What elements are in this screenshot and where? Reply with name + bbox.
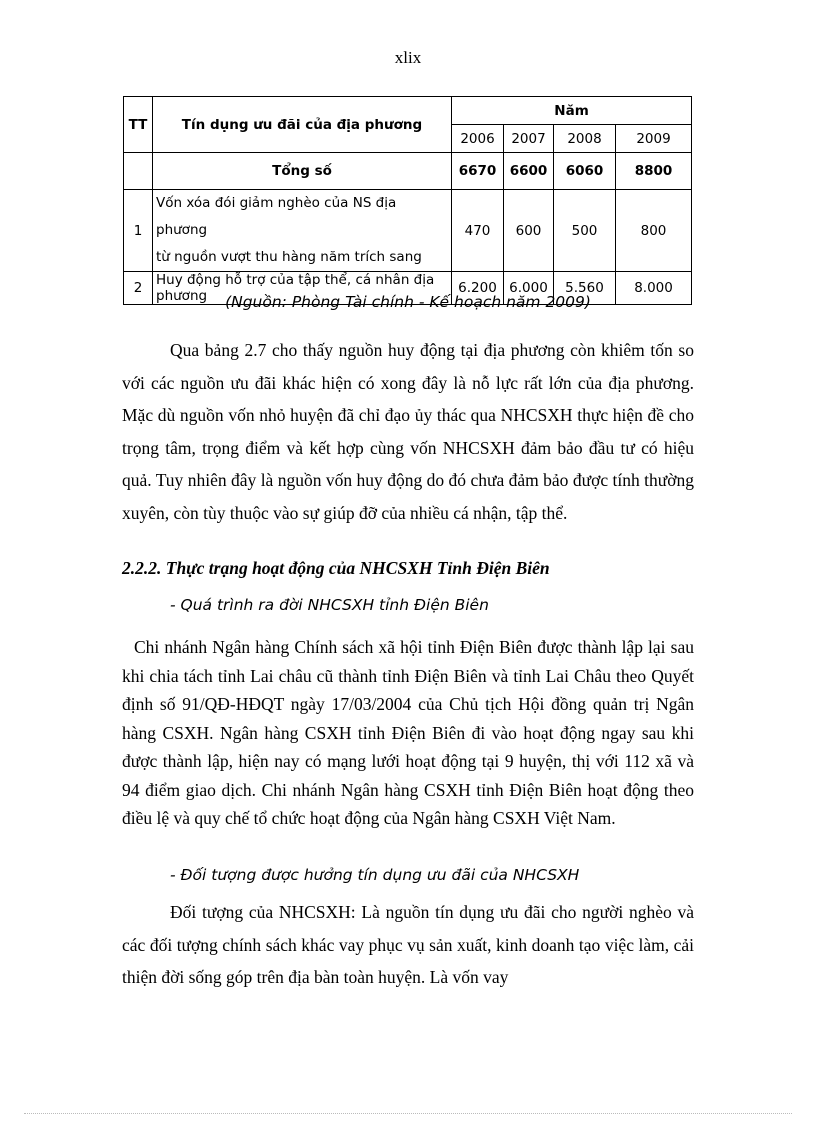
row-value: 5.560 [554,272,616,305]
body-paragraph: Đối tượng của NHCSXH: Là nguồn tín dụng ưu đãi cho người nghèo và các đối tượng chính sách khác vay phục vụ sản xuất, kinh doanh tạo việc làm, cải thiện đời sống góp trên địa bàn toàn huyện. Là vốn vay [122,902,694,987]
header-year: 2008 [554,125,616,153]
row-number: 1 [124,190,153,272]
total-value: 6670 [452,153,504,190]
row-number: 2 [124,272,153,305]
body-paragraph: Qua bảng 2.7 cho thấy nguồn huy động tại địa phương còn khiêm tốn so với các nguồn ưu đãi khác hiện có xong đây là nỗ lực rất lớn của địa phương. Mặc dù nguồn vốn nhỏ huyện đã chỉ đạo ủy thác qua NHCSXH thực hiện đề cho trọng tâm, trọng điểm và kết hợp cùng vốn NHCSXH đảm bảo đầu tư có hiệu quả. Tuy nhiên đây là nguồn vốn huy động do đó chưa đảm bảo được tính thường xuyên, còn tùy thuộc vào sự giúp đỡ của nhiều cá nhận, tập thể. [122,340,694,523]
row-value: 800 [616,190,692,272]
row-value: 6.200 [452,272,504,305]
row-description-line: Vốn xóa đói giảm nghèo của NS địa phương [156,195,397,238]
row-description-line: từ nguồn vượt thu hàng năm trích sang [156,249,422,265]
row-value: 6.000 [504,272,554,305]
header-tt: TT [124,97,153,153]
sub-item: - Quá trình ra đời NHCSXH tỉnh Điện Biên [170,596,489,614]
table-row [124,190,692,272]
credit-table [123,96,692,305]
body-paragraph: Chi nhánh Ngân hàng Chính sách xã hội tỉnh Điện Biên được thành lập lại sau khi chia tách tỉnh Lai châu cũ thành tỉnh Điện Biên và tỉnh Lai Châu theo Quyết định số 91/QĐ-HĐQT ngày 17/03/2004 của Chủ tịch Hội đồng quản trị Ngân hàng CSXH. Ngân hàng CSXH tỉnh Điện Biên đi vào hoạt động ngay sau khi được thành lập, hiện nay có mạng lưới hoạt động tại 9 huyện, thị với 112 xã và 94 điểm giao dịch. Chi nhánh Ngân hàng CSXH tỉnh Điện Biên hoạt động theo điều lệ và quy chế tổ chức hoạt động của Ngân hàng CSXH Việt Nam. [122,637,694,828]
sub-item: - Đối tượng được hưởng tín dụng ưu đãi của NHCSXH [170,866,580,884]
row-description [153,190,452,272]
header-description: Tín dụng ưu đãi của địa phương [153,97,452,153]
page-number: xlix [394,48,422,67]
header-year: 2006 [452,125,504,153]
total-value: 8800 [616,153,692,190]
row-value: 500 [554,190,616,272]
total-value: 6600 [504,153,554,190]
row-value: 470 [452,190,504,272]
header-year-group: Năm [452,97,692,125]
total-label: Tổng số [153,153,452,190]
row-value: 600 [504,190,554,272]
section-heading: 2.2.2. Thực trạng hoạt động của NHCSXH Tỉnh Điện Biên [122,558,550,578]
row-description: Huy động hỗ trợ của tập thể, cá nhân địa phương [153,272,452,305]
header-year: 2009 [616,125,692,153]
total-row [124,153,692,190]
row-value: 8.000 [616,272,692,305]
total-value: 6060 [554,153,616,190]
footer-divider [24,1113,792,1114]
header-year: 2007 [504,125,554,153]
table-source-caption: (Nguồn: Phòng Tài chính - Kế hoạch năm 2009) [225,293,591,311]
